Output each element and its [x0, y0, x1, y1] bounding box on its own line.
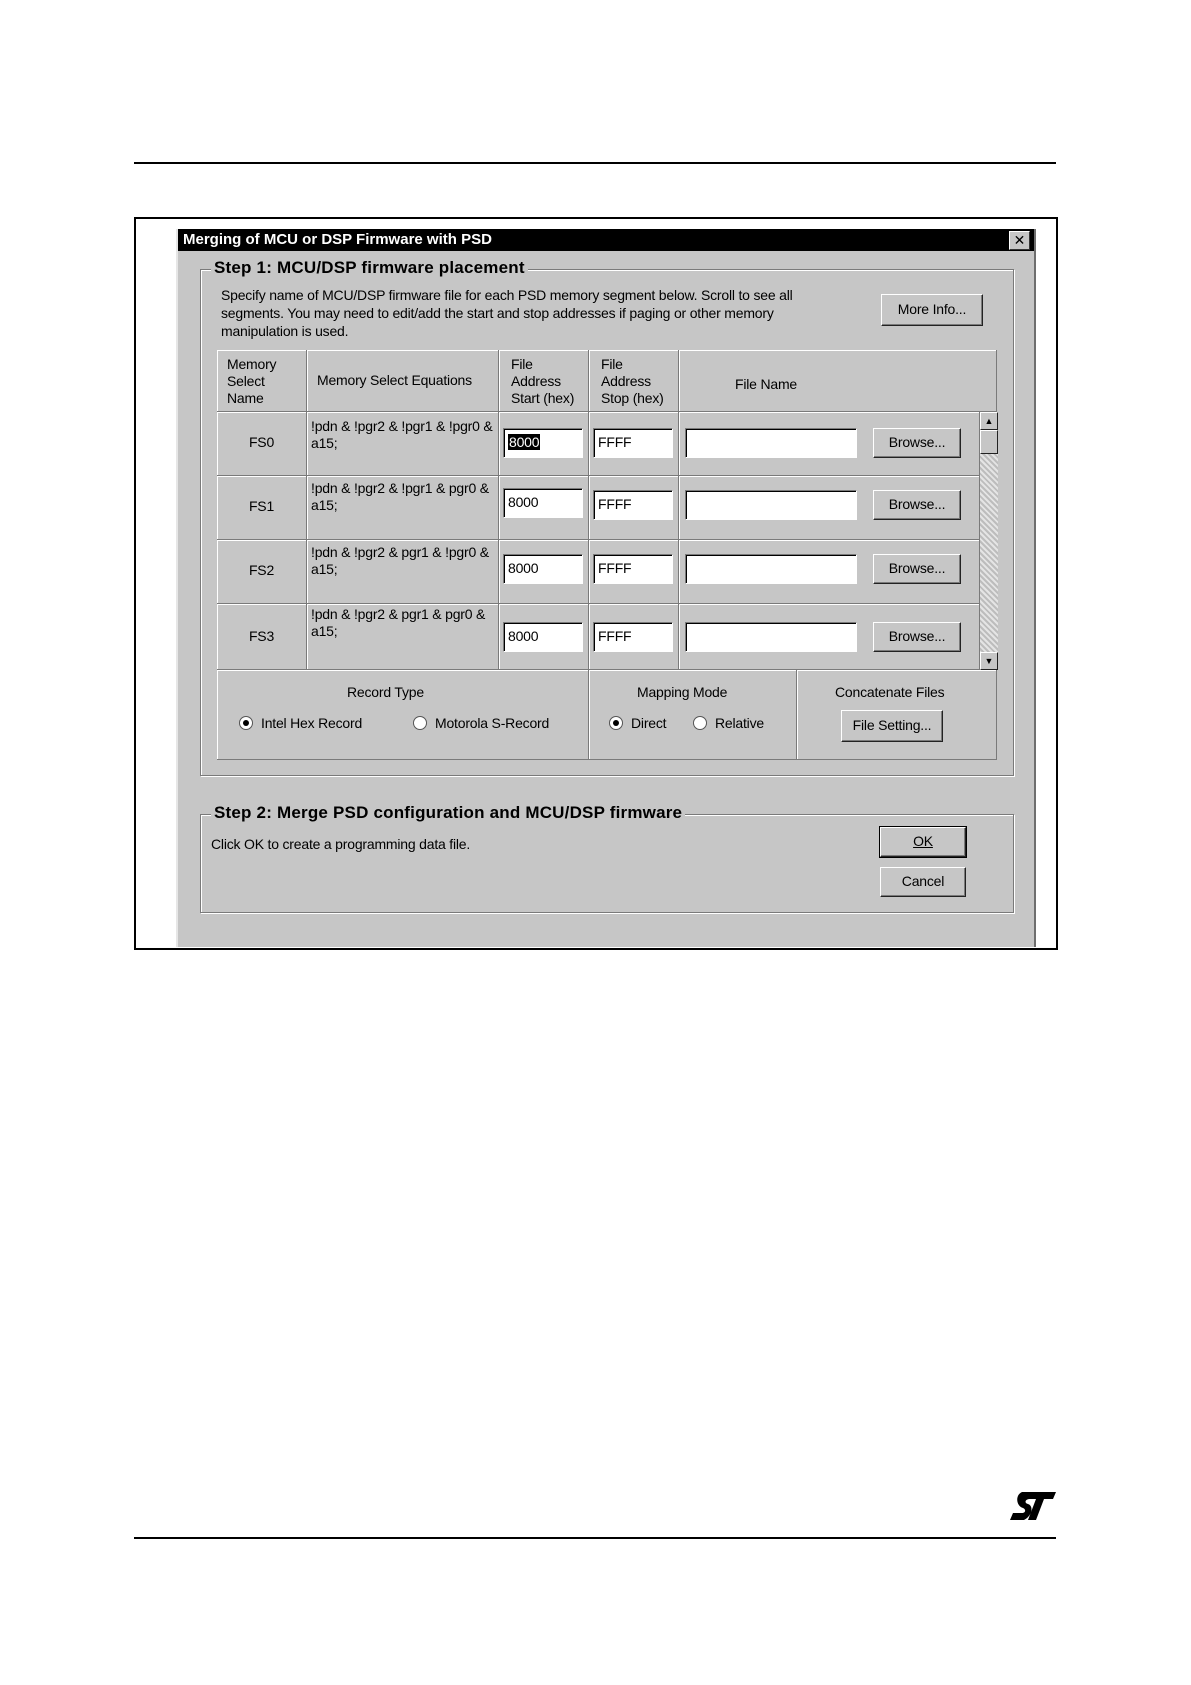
- intel-hex-label[interactable]: Intel Hex Record: [261, 715, 363, 731]
- mapping-mode-label: Mapping Mode: [637, 684, 728, 700]
- concatenate-label: Concatenate Files: [835, 684, 945, 700]
- direct-label[interactable]: Direct: [631, 715, 667, 731]
- close-icon: ✕: [1013, 232, 1026, 248]
- start-address-input[interactable]: 8000: [503, 554, 583, 584]
- scroll-up-icon[interactable]: ▲: [980, 412, 998, 430]
- ok-button[interactable]: OK: [880, 827, 966, 857]
- cancel-button[interactable]: Cancel: [880, 867, 966, 897]
- table-scrollbar[interactable]: [979, 412, 998, 670]
- file-name-input[interactable]: [685, 428, 857, 458]
- step2-legend: Step 2: Merge PSD configuration and MCU/DSP firmware: [211, 803, 685, 823]
- header-stop: File Address Stop (hex): [589, 350, 679, 412]
- stop-address-input[interactable]: FFFF: [593, 428, 673, 458]
- step1-group: [200, 258, 1014, 776]
- row-equation: !pdn & !pgr2 & pgr1 & !pgr0 & a15;: [311, 544, 489, 577]
- browse-button[interactable]: Browse...: [873, 428, 961, 458]
- more-info-button[interactable]: [881, 294, 983, 326]
- intel-hex-radio[interactable]: [239, 716, 253, 730]
- row-equation-cell: [307, 604, 499, 670]
- motorola-label[interactable]: Motorola S-Record: [435, 715, 550, 731]
- file-name-input[interactable]: [685, 622, 857, 652]
- scroll-thumb[interactable]: [980, 430, 998, 454]
- row-stop-cell: [589, 604, 679, 670]
- stop-address-input[interactable]: FFFF: [593, 490, 673, 520]
- file-name-input[interactable]: [685, 554, 857, 584]
- row-file-cell: [679, 412, 997, 476]
- row-start-cell: [499, 540, 589, 604]
- dialog-titlebar[interactable]: [178, 229, 1034, 251]
- mapping-mode-panel: [589, 670, 797, 760]
- row-equation: !pdn & !pgr2 & !pgr1 & pgr0 & a15;: [311, 480, 489, 513]
- header-file-name: File Name: [679, 350, 997, 412]
- record-type-panel: [217, 670, 589, 760]
- more-info-label: More Info...: [897, 301, 967, 317]
- row-name: FS0: [248, 434, 275, 450]
- relative-label[interactable]: Relative: [715, 715, 764, 731]
- row-name: FS1: [248, 498, 275, 514]
- scroll-down-icon[interactable]: ▼: [980, 652, 998, 670]
- figure-frame: [134, 217, 1058, 950]
- stop-address-input[interactable]: FFFF: [593, 622, 673, 652]
- step1-description: Specify name of MCU/DSP firmware file for each PSD memory segment below. Scroll to see all segments. You may need to edit/add the start and stop addresses if paging or other memory manipulation is used.: [221, 287, 793, 339]
- table-row: [217, 412, 307, 476]
- segment-table: [217, 350, 997, 765]
- row-start-cell: [499, 476, 589, 540]
- step1-legend: Step 1: MCU/DSP firmware placement: [211, 258, 528, 278]
- row-stop-cell: [589, 476, 679, 540]
- step2-group: [200, 803, 1014, 913]
- file-setting-button[interactable]: File Setting...: [841, 710, 943, 742]
- close-button[interactable]: [1009, 231, 1030, 250]
- start-address-input[interactable]: 8000: [503, 622, 583, 652]
- st-logo-icon: [1010, 1490, 1058, 1522]
- stop-address-input[interactable]: FFFF: [593, 554, 673, 584]
- row-equation-cell: [307, 540, 499, 604]
- file-name-input[interactable]: [685, 490, 857, 520]
- row-equation-cell: [307, 412, 499, 476]
- header-start: File Address Start (hex): [499, 350, 589, 412]
- start-address-input[interactable]: 8000: [503, 488, 583, 518]
- concatenate-panel: [797, 670, 997, 760]
- start-address-input[interactable]: 8000: [503, 428, 583, 458]
- row-equation-cell: [307, 476, 499, 540]
- header-equations: Memory Select Equations: [307, 350, 499, 412]
- browse-button[interactable]: Browse...: [873, 554, 961, 584]
- merge-dialog: [176, 229, 1036, 947]
- row-equation: !pdn & !pgr2 & pgr1 & pgr0 & a15;: [311, 606, 486, 639]
- page-header-rule: [134, 162, 1056, 164]
- browse-button[interactable]: Browse...: [873, 622, 961, 652]
- motorola-radio[interactable]: [413, 716, 427, 730]
- record-type-label: Record Type: [347, 684, 424, 700]
- row-stop-cell: [589, 540, 679, 604]
- row-name: FS2: [248, 562, 275, 578]
- row-file-cell: [679, 476, 997, 540]
- row-start-cell: [499, 412, 589, 476]
- header-name: Memory Select Name: [217, 350, 307, 412]
- table-row: [217, 476, 307, 540]
- dialog-title: Merging of MCU or DSP Firmware with PSD: [183, 231, 492, 248]
- relative-radio[interactable]: [693, 716, 707, 730]
- step2-description: Click OK to create a programming data file.: [211, 836, 471, 852]
- row-file-cell: [679, 604, 997, 670]
- row-stop-cell: [589, 412, 679, 476]
- row-equation: !pdn & !pgr2 & !pgr1 & !pgr0 & a15;: [311, 418, 493, 451]
- row-name: FS3: [248, 628, 275, 644]
- row-start-cell: [499, 604, 589, 670]
- browse-button[interactable]: Browse...: [873, 490, 961, 520]
- row-file-cell: [679, 540, 997, 604]
- table-row: [217, 604, 307, 670]
- page-footer-rule: [134, 1537, 1056, 1539]
- direct-radio[interactable]: [609, 716, 623, 730]
- table-row: [217, 540, 307, 604]
